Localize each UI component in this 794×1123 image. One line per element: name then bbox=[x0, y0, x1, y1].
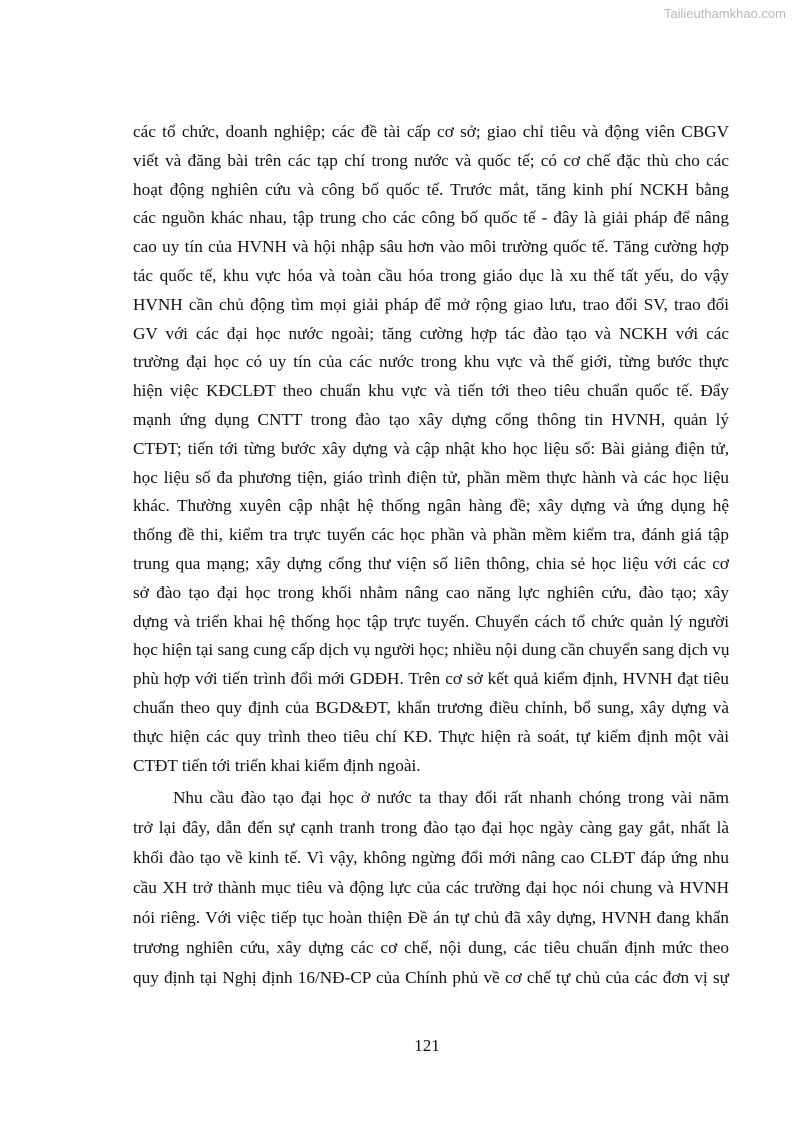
body-paragraph-1 bbox=[133, 118, 729, 780]
text-line: sở đào tạo đại học trong khối nhằm nâng cao năng lực nghiên cứu, đào tạo; xây bbox=[133, 582, 729, 602]
text-line: dựng và triển khai hệ thống học tập trực tuyến. Chuyển cách tổ chức quản lý người bbox=[133, 611, 729, 631]
text-line: khối đào tạo về kinh tế. Vì vậy, không ngừng đổi mới nâng cao CLĐT đáp ứng nhu bbox=[133, 848, 729, 867]
text-line: CTĐT tiến tới triển khai kiểm định ngoài. bbox=[133, 755, 421, 775]
text-line: trường đại học có uy tín của các nước trong khu vực và thế giới, từng bước thực bbox=[133, 352, 729, 372]
text-line: hiện việc KĐCLĐT theo chuẩn khu vực và tiến tới theo tiêu chuẩn quốc tế. Đẩy bbox=[133, 381, 729, 401]
text-line: tác quốc tế, khu vực hóa và toàn cầu hóa trong giáo dục là xu thế tất yếu, do vậy bbox=[133, 265, 729, 285]
text-line: GV với các đại học nước ngoài; tăng cường hợp tác đào tạo và NCKH với các bbox=[133, 323, 729, 343]
text-line: hoạt động nghiên cứu và công bố quốc tế. Trước mắt, tăng kinh phí NCKH bằng bbox=[133, 179, 729, 199]
text-line: Nhu cầu đào tạo đại học ở nước ta thay đổi rất nhanh chóng trong vài năm bbox=[173, 788, 729, 807]
text-line: trở lại đây, dẫn đến sự cạnh tranh trong đào tạo đại học ngày càng gay gắt, nhất là bbox=[133, 818, 729, 837]
body-paragraph-2 bbox=[133, 783, 729, 993]
text-line: các tổ chức, doanh nghiệp; các đề tài cấp cơ sở; giao chỉ tiêu và động viên CBGV bbox=[133, 122, 729, 141]
text-line: trương nghiên cứu, xây dựng các cơ chế, nội dung, các tiêu chuẩn định mức theo bbox=[133, 938, 729, 957]
text-line: HVNH cần chủ động tìm mọi giải pháp để mở rộng giao lưu, trao đổi SV, trao đổi bbox=[133, 294, 729, 314]
text-line: nói riêng. Với việc tiếp tục hoàn thiện Đề án tự chủ đã xây dựng, HVNH đang khẩn bbox=[133, 908, 729, 927]
text-line: viết và đăng bài trên các tạp chí trong nước và quốc tế; có cơ chế đặc thù cho các bbox=[133, 150, 729, 170]
text-line: cầu XH trở thành mục tiêu và động lực của các trường đại học nói chung và HVNH bbox=[133, 878, 729, 897]
text-line: quy định tại Nghị định 16/NĐ-CP của Chính phủ về cơ chế tự chủ của các đơn vị sự bbox=[133, 968, 729, 987]
page-number: 121 bbox=[414, 1036, 440, 1055]
watermark: Tailieuthamkhao.com bbox=[663, 6, 786, 21]
text-line: trung qua mạng; xây dựng cổng thư viện số liên thông, chia sẻ học liệu với các cơ bbox=[133, 553, 729, 573]
text-line: các nguồn khác nhau, tập trung cho các công bố quốc tế - đây là giải pháp để nâng bbox=[133, 208, 729, 228]
text-line: học hiện tại sang cung cấp dịch vụ người học; nhiều nội dung cần chuyển sang dịch vụ bbox=[133, 640, 730, 660]
text-line: khác. Thường xuyên cập nhật hệ thống ngân hàng đề; xây dựng và ứng dụng hệ bbox=[133, 496, 729, 516]
text-line: học liệu số đa phương tiện, giáo trình điện tử, phần mềm thực hành và các học liệu bbox=[133, 467, 729, 487]
text-line: thực hiện các quy trình theo tiêu chí KĐ. Thực hiện rà soát, tự kiểm định một vài bbox=[133, 726, 729, 746]
text-line: thống đề thi, kiểm tra trực tuyến các học phần và phần mềm kiểm tra, đánh giá tập bbox=[133, 525, 729, 545]
text-line: CTĐT; tiến tới từng bước xây dựng và cập nhật kho học liệu số: Bài giảng điện tử, bbox=[133, 438, 729, 458]
text-line: cao uy tín của HVNH và hội nhập sâu hơn vào môi trường quốc tế. Tăng cường hợp bbox=[133, 237, 729, 257]
text-line: mạnh ứng dụng CNTT trong đào tạo xây dựng cổng thông tin HVNH, quản lý bbox=[133, 409, 729, 429]
text-line: phù hợp với tiến trình đổi mới GDĐH. Trên cơ sở kết quả kiểm định, HVNH đạt tiêu bbox=[133, 669, 729, 689]
text-line: chuẩn theo quy định của BGD&ĐT, khẩn trương điều chỉnh, bổ sung, xây dựng và bbox=[133, 697, 729, 717]
